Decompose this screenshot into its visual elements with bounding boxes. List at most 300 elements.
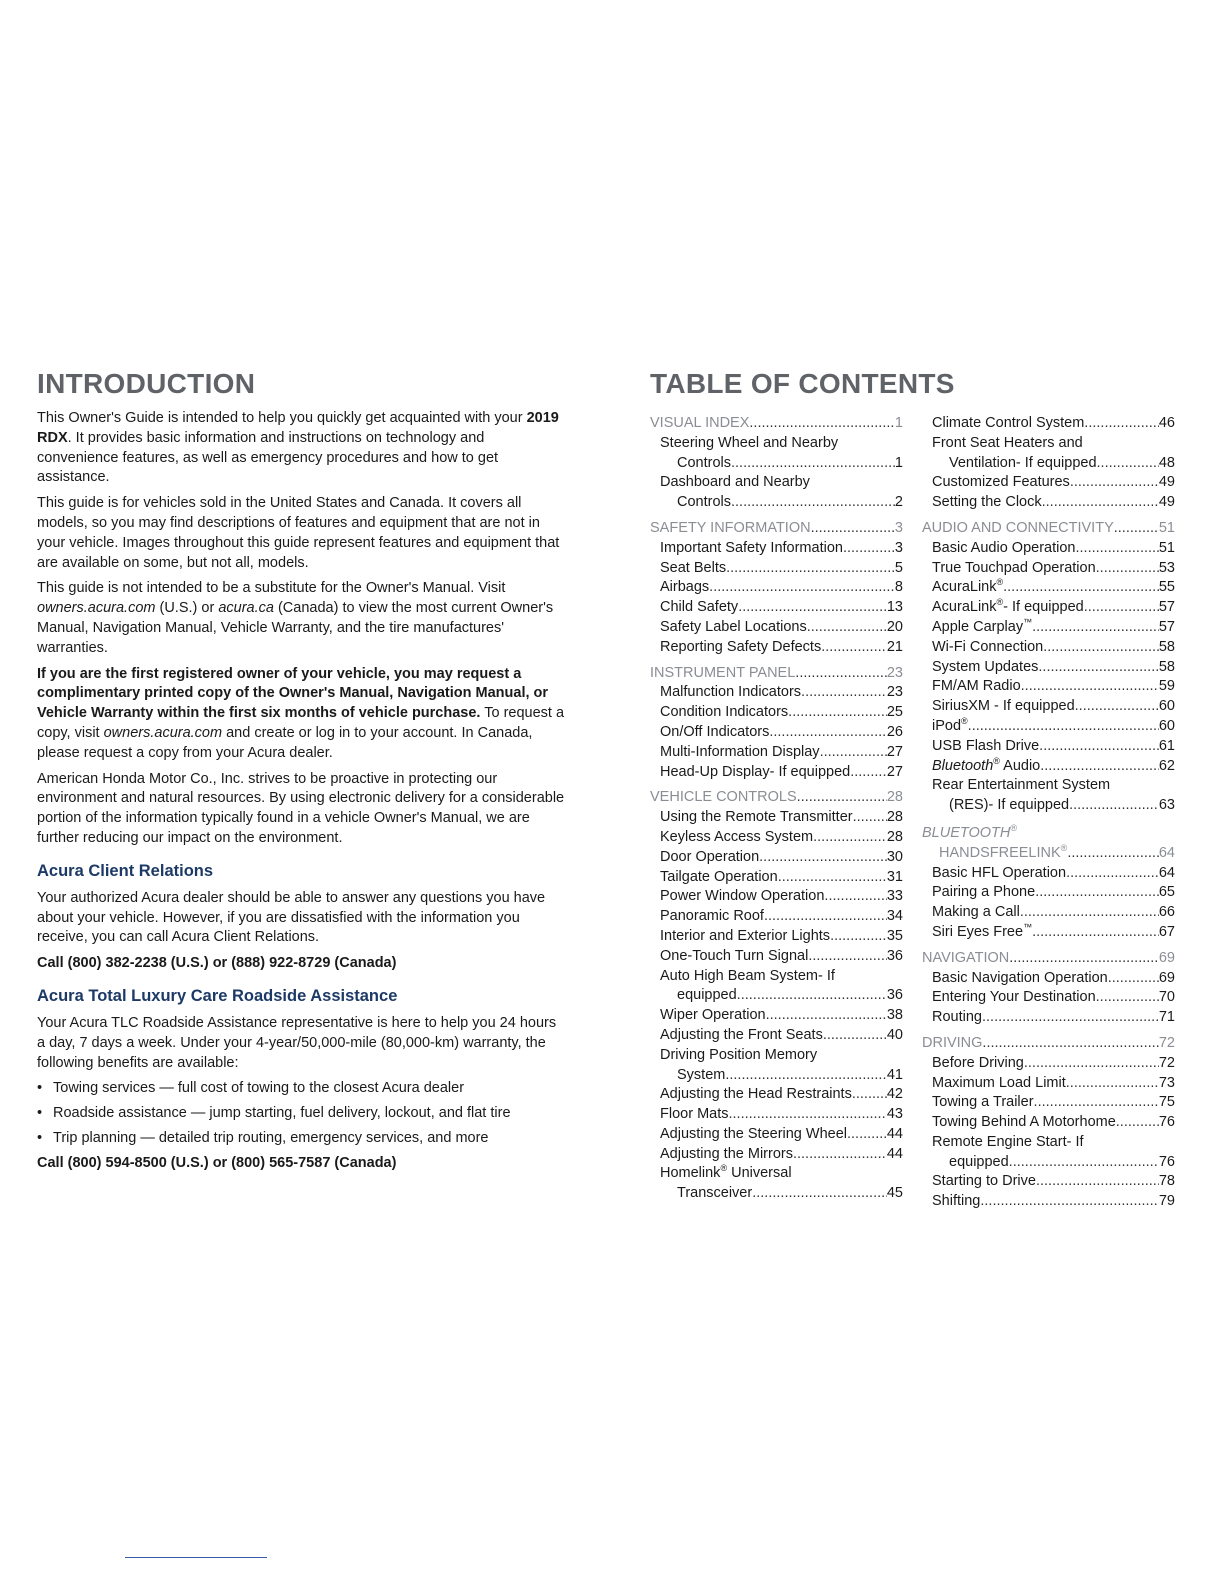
page-number: 73 [1158, 1074, 1175, 1091]
toc-entry-text: Keyless Access System [660, 828, 814, 845]
dot-leader [778, 868, 887, 888]
toc-entry[interactable] [922, 539, 1175, 559]
dot-leader [1043, 638, 1159, 658]
page-number: 28 [886, 809, 903, 826]
toc-entry-cont[interactable] [922, 1153, 1175, 1173]
toc-entry[interactable] [650, 1164, 903, 1184]
toc-heading-text: NAVIGATION [922, 949, 1010, 966]
toc-entry[interactable] [922, 717, 1175, 737]
toc-entry[interactable] [650, 743, 903, 763]
dot-leader [1009, 1153, 1159, 1173]
toc-entry-text: Power Window Operation [660, 888, 825, 905]
dot-leader [1075, 539, 1158, 559]
toc-entry[interactable] [922, 1054, 1175, 1074]
dot-leader [1114, 519, 1159, 539]
toc-heading-handsfreelink[interactable] [922, 844, 1175, 864]
dot-leader [1067, 844, 1159, 864]
toc-entry[interactable] [650, 638, 903, 658]
page-number: 42 [886, 1086, 903, 1103]
toc-entry[interactable] [922, 1093, 1175, 1113]
page-number: 5 [894, 559, 903, 576]
toc-entry[interactable] [922, 864, 1175, 884]
dot-leader [811, 519, 895, 539]
dot-leader [731, 493, 895, 513]
toc-entry-text: Panoramic Roof [660, 908, 764, 925]
dot-leader [1003, 578, 1159, 598]
toc-section-audio [922, 519, 1175, 816]
dot-leader [752, 1184, 887, 1204]
page-number: 23 [886, 664, 903, 681]
page-number: 55 [1158, 579, 1175, 596]
roadside-assistance-text: Your Acura TLC Roadside Assistance representative is here to help you 24 hours a day, 7 days a week. Under your 4-year/50,000-mile (80,000-km) warranty, the following benefits are available: [37, 1014, 557, 1071]
toc-entry[interactable] [922, 903, 1175, 923]
dot-leader [1024, 1054, 1159, 1074]
toc-entry-text: Adjusting the Front Seats [660, 1026, 823, 1043]
toc-entry[interactable] [922, 658, 1175, 678]
toc-entry-cont[interactable] [650, 493, 903, 513]
intro-paragraph-2: This guide is for vehicles sold in the United States and Canada. It covers all models, so you may find descriptions of features and equipment that are not in your vehicle. Images throughout this guide represent features and equipment that are available on some, but not all, models. [37, 495, 560, 571]
toc-entry[interactable] [650, 1125, 903, 1145]
toc-entry-text: Door Operation [660, 848, 760, 865]
bluetooth-label: Bluetooth [932, 757, 994, 774]
registered-mark: ® [720, 1163, 728, 1174]
toc-heading-instrument-panel[interactable] [650, 664, 903, 684]
dot-leader [738, 598, 887, 618]
dot-leader [1084, 414, 1159, 434]
page-number: 59 [1158, 678, 1175, 695]
toc-heading-audio[interactable] [922, 519, 1175, 539]
dot-leader [1096, 988, 1159, 1008]
toc-entry[interactable] [650, 848, 903, 868]
page-number: 57 [1158, 618, 1175, 635]
toc-entry-text: True Touchpad Operation [932, 559, 1096, 576]
toc-entry[interactable] [922, 883, 1175, 903]
toc-entry[interactable] [922, 776, 1175, 796]
dot-leader [1069, 796, 1159, 816]
toc-entry[interactable] [650, 683, 903, 703]
toc-entry[interactable] [922, 578, 1175, 598]
dot-leader [1034, 1093, 1159, 1113]
registered-mark: ® [961, 716, 968, 727]
page-number: 60 [1158, 698, 1175, 715]
toc-entry-text: Starting to Drive [932, 1173, 1036, 1190]
dot-leader [1066, 1074, 1159, 1094]
dot-leader [1032, 618, 1159, 638]
toc-entry[interactable] [650, 927, 903, 947]
toc-entry-text: (RES)- If equipped [949, 797, 1070, 814]
intro-paragraph-3 [37, 579, 567, 658]
page-number: 51 [1158, 519, 1175, 536]
owners-acura-link[interactable]: owners.acura.com [37, 600, 156, 617]
page-number: 40 [886, 1026, 903, 1043]
page-number: 48 [1158, 454, 1175, 471]
dot-leader [1032, 923, 1159, 943]
toc-entry[interactable] [922, 618, 1175, 638]
footer-rule [125, 1557, 267, 1558]
toc-entry-text: One-Touch Turn Signal [660, 947, 809, 964]
toc-entry-text: Rear Entertainment System [932, 777, 1111, 794]
trademark-mark: ™ [1023, 617, 1033, 628]
dot-leader [726, 559, 895, 579]
toc-entry[interactable] [650, 559, 903, 579]
dot-leader [821, 638, 887, 658]
page-number: 75 [1158, 1094, 1175, 1111]
toc-entry-text: FM/AM Radio [932, 678, 1021, 695]
page-number: 49 [1158, 474, 1175, 491]
client-relations-heading: Acura Client Relations [37, 861, 214, 880]
toc-heading-text: AUDIO AND CONNECTIVITY [922, 519, 1114, 536]
toc-entry[interactable] [922, 923, 1175, 943]
toc-entry[interactable] [922, 434, 1175, 454]
page-number: 25 [886, 704, 903, 721]
dot-leader [1035, 883, 1159, 903]
dot-leader [1020, 903, 1159, 923]
intro-p4-text-2: and create or log in to your account. In Canada, please request a copy from your Acura dealer. [37, 724, 533, 761]
acuralink-label: AcuraLink [932, 599, 997, 616]
roadside-assistance-phone: Call (800) 594-8500 (U.S.) or (800) 565-7587 (Canada) [37, 1154, 397, 1171]
toc-entry-text: Interior and Exterior Lights [660, 927, 831, 944]
toc-title: TABLE OF CONTENTS [650, 368, 955, 399]
toc-entry-text: Controls [677, 454, 731, 471]
toc-entry[interactable] [650, 578, 903, 598]
toc-entry[interactable] [650, 868, 903, 888]
toc-entry[interactable] [650, 967, 903, 987]
toc-entry[interactable] [922, 1192, 1175, 1212]
toc-entry-text: Customized Features [932, 474, 1070, 491]
intro-p3-text-2: (U.S.) or [155, 600, 219, 617]
toc-entry[interactable] [650, 598, 903, 618]
acuralink-label-cont: - If equipped [1003, 599, 1084, 616]
page-number: 78 [1158, 1173, 1175, 1190]
toc-section-safety [650, 519, 903, 658]
toc-entry-text: Climate Control System [932, 415, 1085, 431]
dot-leader [820, 743, 887, 763]
toc-entry[interactable] [650, 828, 903, 848]
toc-entry-text: Before Driving [932, 1054, 1024, 1071]
page-number: 3 [894, 519, 903, 536]
registered-mark: ® [996, 597, 1004, 608]
toc-entry-cont[interactable] [922, 796, 1175, 816]
list-item-text: Roadside assistance — jump starting, fuel delivery, lockout, and flat tire [53, 1105, 511, 1122]
toc-entry[interactable] [922, 473, 1175, 493]
toc-section-driving [922, 1034, 1175, 1212]
toc-heading-visual-index[interactable] [650, 414, 903, 434]
toc-entry-text: Wiper Operation [660, 1007, 766, 1024]
toc-heading-navigation[interactable] [922, 949, 1175, 969]
toc-entry-cont[interactable] [650, 454, 903, 474]
client-relations-text: Your authorized Acura dealer should be able to answer any questions you have about your vehicle. However, if you are dissatisfied with the information you receive, you can call Acura Client Relations. [37, 889, 546, 946]
dot-leader [1070, 473, 1159, 493]
dot-leader [982, 1034, 1158, 1054]
toc-entry-text [932, 578, 1003, 598]
toc-entry-text: Making a Call [932, 904, 1020, 921]
toc-entry-text: Basic Navigation Operation [932, 969, 1108, 986]
toc-entry-text: Maximum Load Limit [932, 1074, 1066, 1091]
toc-entry-text [932, 598, 1084, 618]
toc-entry-cont[interactable] [650, 1066, 903, 1086]
page-number: 1 [894, 415, 903, 431]
dot-leader [807, 618, 887, 638]
toc-entry[interactable] [650, 907, 903, 927]
toc-entry[interactable] [650, 473, 903, 493]
toc-entry-text: equipped [677, 987, 737, 1004]
toc-entry[interactable] [650, 763, 903, 783]
intro-p3-text-3: (Canada) to view the most current Owner's Manual, Navigation Manual, Vehicle Warranty, and the tire manufactures' warranties. [37, 600, 554, 656]
toc-entry[interactable] [922, 757, 1175, 777]
toc-entry-text: Ventilation- If equipped [949, 454, 1097, 471]
dot-leader [797, 788, 887, 808]
toc-section-instrument-panel [650, 664, 903, 783]
toc-entry-cont[interactable] [650, 1184, 903, 1204]
toc-entry[interactable] [650, 618, 903, 638]
dot-leader [843, 539, 895, 559]
page-number: 21 [886, 638, 903, 655]
toc-entry[interactable] [650, 1105, 903, 1125]
dot-leader [1075, 697, 1159, 717]
page-number: 41 [886, 1066, 903, 1083]
toc-entry[interactable] [650, 1006, 903, 1026]
page-number: 66 [1158, 904, 1175, 921]
toc-entry-cont[interactable] [650, 986, 903, 1006]
page-number: 30 [886, 848, 903, 865]
introduction-section [37, 368, 567, 1180]
toc-entry-text: Reporting Safety Defects [660, 638, 822, 655]
toc-entry-text: Controls [677, 494, 731, 511]
toc-entry-text: Driving Position Memory [660, 1046, 818, 1063]
page-number: 28 [886, 789, 903, 806]
toc-heading-text: DRIVING [922, 1034, 983, 1051]
dot-leader [830, 927, 887, 947]
page-number: 67 [1158, 923, 1175, 940]
toc-entry-text: Condition Indicators [660, 704, 789, 721]
list-item-text: Towing services — full cost of towing to the closest Acura dealer [53, 1080, 465, 1097]
page-number: 28 [886, 828, 903, 845]
page-number: 36 [886, 947, 903, 964]
page-number: 63 [1158, 797, 1175, 814]
toc-entry[interactable] [922, 493, 1175, 513]
dot-leader [1066, 864, 1159, 884]
toc-entry-text: Malfunction Indicators [660, 684, 802, 701]
toc-heading-text: SAFETY INFORMATION [650, 519, 811, 536]
toc-entry-text: Adjusting the Mirrors [660, 1145, 793, 1162]
toc-entry[interactable] [650, 539, 903, 559]
roadside-assistance-heading: Acura Total Luxury Care Roadside Assistance [37, 986, 398, 1005]
page-number: 13 [886, 599, 903, 616]
page-number: 57 [1158, 599, 1175, 616]
page-number: 3 [894, 539, 903, 556]
toc-entry-text: equipped [949, 1153, 1009, 1170]
intro-paragraph-5: American Honda Motor Co., Inc. strives to be proactive in protecting our environment and natural resources. By using electronic delivery for a considerable portion of the information typically found in a vehicle Owner's Manual, we are further reducing our impact on the environment. [37, 770, 565, 846]
toc-entry-text: Airbags [660, 579, 710, 596]
toc-entry[interactable] [650, 1046, 903, 1066]
page-number: 69 [1158, 949, 1175, 966]
toc-entry[interactable] [922, 1113, 1175, 1133]
page-number: 45 [886, 1185, 903, 1202]
toc-entry-text: Entering Your Destination [932, 989, 1096, 1006]
toc-entry-text: Tailgate Operation [660, 868, 778, 885]
toc-entry-text: System [677, 1066, 726, 1083]
intro-p1-text: This Owner's Guide is intended to help you quickly get acquainted with your [37, 410, 527, 426]
toc-entry[interactable] [922, 1133, 1175, 1153]
toc-entry[interactable] [650, 1026, 903, 1046]
toc-section-handsfreelink [922, 824, 1175, 943]
model-name: 2019 RDX [37, 410, 559, 446]
toc-entry-text: Shifting [932, 1193, 981, 1210]
bluetooth-heading-text: BLUETOOTH [922, 824, 1011, 841]
toc-entry-text [932, 923, 1032, 943]
page-number: 1 [894, 454, 903, 471]
toc-entry-text: System Updates [932, 658, 1039, 675]
list-item [37, 1129, 567, 1149]
toc-entry[interactable] [922, 988, 1175, 1008]
page-number: 43 [886, 1106, 903, 1123]
toc-entry-text: Adjusting the Steering Wheel [660, 1125, 847, 1142]
bullet-icon: • [37, 1129, 43, 1146]
intro-p4-bold: If you are the first registered owner of your vehicle, you may request a complimentary printed copy of the Owner's Manual, Navigation Manual, or Vehicle Warranty within the first six months of vehicle purchase. [37, 665, 549, 722]
page-number: 76 [1158, 1153, 1175, 1170]
toc-entry-text: Pairing a Phone [932, 884, 1036, 901]
toc-entry-text [932, 757, 1040, 777]
toc-heading-vehicle-controls[interactable] [650, 788, 903, 808]
toc-heading-safety[interactable] [650, 519, 903, 539]
toc-entry-text: Important Safety Information [660, 539, 843, 556]
page-number: 62 [1158, 757, 1175, 774]
toc-entry[interactable] [922, 598, 1175, 618]
page-number: 2 [894, 494, 903, 511]
toc-entry[interactable] [650, 947, 903, 967]
toc-entry[interactable] [922, 737, 1175, 757]
homelink-label: Homelink [660, 1165, 721, 1182]
toc-entry-text: Adjusting the Head Restraints [660, 1086, 852, 1103]
dot-leader [1108, 969, 1159, 989]
page-number: 61 [1158, 737, 1175, 754]
list-item [37, 1079, 567, 1099]
toc-entry-text [660, 1165, 792, 1181]
toc-heading-driving[interactable] [922, 1034, 1175, 1054]
list-item-text: Trip planning — detailed trip routing, emergency services, and more [53, 1129, 489, 1146]
bluetooth-label-cont: Audio [999, 757, 1041, 774]
page-number: 31 [886, 868, 903, 885]
page-number: 44 [886, 1145, 903, 1162]
introduction-title: INTRODUCTION [37, 368, 256, 399]
toc-entry[interactable] [650, 1085, 903, 1105]
dot-leader [788, 703, 887, 723]
intro-p3-text: This guide is not intended to be a substitute for the Owner's Manual. Visit [37, 580, 506, 597]
dot-leader [1042, 493, 1159, 513]
toc-entry[interactable] [650, 1145, 903, 1165]
toc-entry[interactable] [650, 723, 903, 743]
toc-entry-text: Remote Engine Start- If [932, 1133, 1084, 1150]
toc-entry-text: Front Seat Heaters and [932, 434, 1083, 451]
client-relations-phone: Call (800) 382-2238 (U.S.) or (888) 922-8729 (Canada) [37, 955, 397, 972]
dot-leader [764, 907, 887, 927]
page-number: 20 [886, 618, 903, 635]
page-number: 33 [886, 888, 903, 905]
registered-mark: ® [993, 755, 1000, 766]
owners-acura-link-2[interactable]: owners.acura.com [103, 724, 223, 741]
toc-entry[interactable] [650, 703, 903, 723]
dot-leader [737, 986, 887, 1006]
toc-heading-bluetooth[interactable] [922, 824, 1175, 844]
toc-entry[interactable] [650, 808, 903, 828]
toc-entry-text: Basic Audio Operation [932, 539, 1076, 556]
page-number: 71 [1158, 1009, 1175, 1026]
toc-entry-text: Towing a Trailer [932, 1094, 1034, 1111]
dot-leader [1040, 757, 1159, 777]
toc-entry[interactable] [922, 638, 1175, 658]
trademark-mark: ™ [1023, 922, 1033, 933]
intro-paragraph-1 [37, 409, 567, 488]
benefits-list [37, 1079, 567, 1148]
intro-p1-text-cont: . It provides basic information and instructions on technology and convenience features, as well as emergency procedures and how to get assistance. [37, 429, 499, 486]
toc-entry[interactable] [922, 969, 1175, 989]
intro-p4-text: To request a copy, visit [37, 705, 565, 741]
toc-entry[interactable] [922, 559, 1175, 579]
dot-leader [1009, 949, 1159, 969]
toc-entry[interactable] [922, 414, 1175, 434]
dot-leader [1097, 454, 1159, 474]
bullet-icon: • [37, 1105, 43, 1122]
toc-entry-cont[interactable] [922, 454, 1175, 474]
page-number: 53 [1158, 559, 1175, 576]
dot-leader [759, 848, 887, 868]
toc-entry-text: Seat Belts [660, 559, 727, 576]
registered-mark: ® [1060, 842, 1068, 853]
dot-leader [1084, 598, 1159, 618]
acura-ca-link[interactable]: acura.ca [218, 600, 274, 617]
toc-entry-text: Multi-Information Display [660, 743, 820, 760]
toc-entry-text: Safety Label Locations [660, 618, 807, 635]
dot-leader [1116, 1113, 1159, 1133]
toc-entry[interactable] [922, 1008, 1175, 1028]
toc-entry-text: Routing [932, 1009, 982, 1026]
dot-leader [1096, 559, 1159, 579]
ipod-label: iPod [932, 717, 962, 734]
dot-leader [980, 1192, 1158, 1212]
toc-section-navigation [922, 949, 1175, 1028]
toc-entry[interactable] [922, 677, 1175, 697]
toc-section-visual-index [650, 414, 903, 513]
toc-entry-text: On/Off Indicators [660, 723, 770, 740]
toc-entry[interactable] [922, 1172, 1175, 1192]
toc-heading-text: VEHICLE CONTROLS [650, 789, 797, 806]
carplay-label: Apple Carplay [932, 618, 1024, 635]
toc-entry[interactable] [650, 887, 903, 907]
page-number: 34 [886, 908, 903, 925]
toc-entry-text: Child Safety [660, 599, 739, 616]
dot-leader [850, 763, 887, 783]
toc-entry[interactable] [650, 434, 903, 454]
page-number: 27 [886, 743, 903, 760]
dot-leader [1038, 658, 1158, 678]
toc-entry-text: Transceiver [677, 1185, 753, 1202]
registered-mark: ® [1010, 823, 1017, 834]
toc-section-vehicle-controls-cont [922, 414, 1175, 513]
toc-section-vehicle-controls [650, 788, 903, 1204]
dot-leader [731, 454, 895, 474]
dot-leader [824, 887, 886, 907]
bullet-icon: • [37, 1080, 43, 1097]
page-number: 60 [1158, 717, 1175, 734]
page-number: 23 [886, 684, 903, 701]
dot-leader [793, 1145, 887, 1165]
page-number: 65 [1158, 884, 1175, 901]
page-number: 51 [1158, 539, 1175, 556]
toc-entry[interactable] [922, 697, 1175, 717]
toc-entry[interactable] [922, 1074, 1175, 1094]
page-number: 58 [1158, 638, 1175, 655]
acuralink-label: AcuraLink [932, 579, 997, 596]
